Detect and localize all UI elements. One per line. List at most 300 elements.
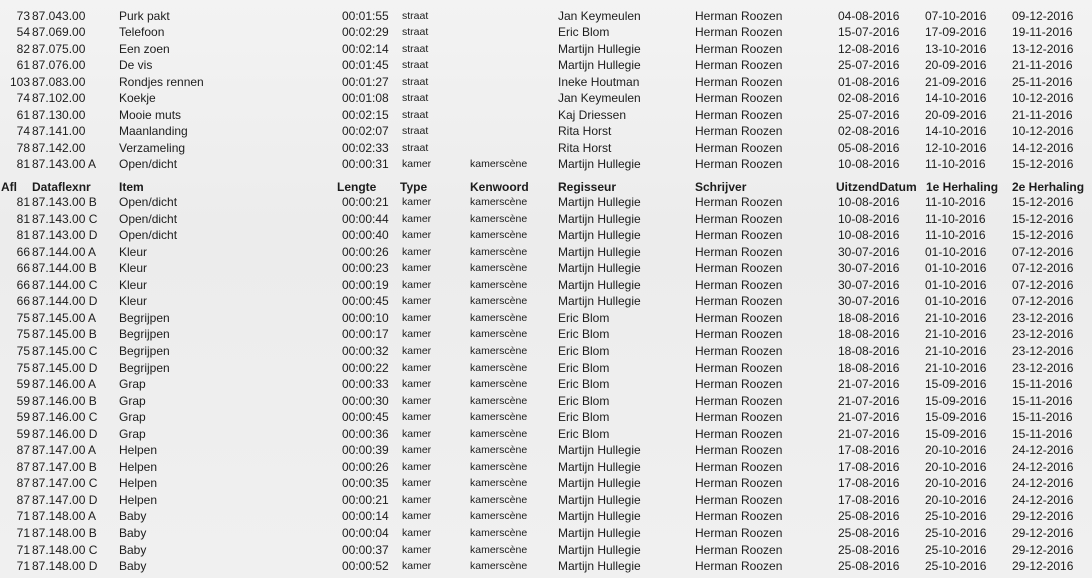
cell-lengte: 00:00:22 [342, 360, 389, 375]
cell-regisseur: Eric Blom [558, 360, 610, 375]
cell-afl: 74 [16, 124, 30, 138]
cell-uitzenddatum: 25-08-2016 [838, 526, 900, 540]
table-row [0, 194, 1092, 211]
cell-kenwoord: kamerscène [470, 212, 528, 225]
cell-type: kamer [402, 394, 432, 407]
cell-item: Kleur [119, 277, 148, 292]
cell-herhaling-2: 07-12-2016 [1012, 294, 1074, 309]
cell-herhaling-2: 24-12-2016 [1012, 476, 1074, 491]
cell-lengte: 00:01:45 [342, 58, 389, 72]
cell-regisseur: Martijn Hullegie [558, 261, 641, 276]
cell-herhaling-1: 20-10-2016 [925, 443, 987, 458]
table-row [0, 409, 1092, 426]
cell-regisseur: Eric Blom [558, 377, 610, 392]
cell-herhaling-2: 15-12-2016 [1012, 228, 1074, 243]
cell-lengte: 00:00:37 [342, 542, 389, 557]
cell-herhaling-1: 12-10-2016 [925, 140, 987, 155]
cell-herhaling-1: 11-10-2016 [925, 195, 986, 209]
table-row [0, 227, 1092, 244]
cell-item: Helpen [119, 492, 158, 507]
cell-uitzenddatum: 17-08-2016 [838, 476, 900, 491]
table-row [0, 24, 1092, 41]
cell-herhaling-2: 24-12-2016 [1012, 492, 1074, 507]
header-type: Type [400, 180, 428, 194]
cell-item: Begrijpen [119, 310, 170, 325]
cell-herhaling-1: 11-10-2016 [925, 211, 986, 226]
cell-type: kamer [402, 328, 432, 341]
cell-dataflexnr: 87.144.00 D [32, 294, 98, 309]
cell-lengte: 00:00:45 [342, 294, 389, 309]
cell-afl: 75 [16, 327, 30, 342]
table-row [0, 508, 1092, 525]
cell-type: kamer [402, 477, 432, 490]
cell-herhaling-2: 15-11-2016 [1012, 426, 1073, 441]
cell-schrijver: Herman Roozen [695, 244, 783, 259]
cell-item: Koekje [119, 91, 156, 105]
cell-schrijver: Herman Roozen [695, 107, 783, 122]
table-row [0, 74, 1092, 91]
cell-type: straat [402, 26, 429, 38]
cell-uitzenddatum: 21-07-2016 [838, 410, 900, 425]
cell-schrijver: Herman Roozen [695, 41, 783, 56]
cell-herhaling-2: 21-11-2016 [1012, 107, 1073, 122]
cell-herhaling-2: 07-12-2016 [1012, 261, 1074, 276]
header-item: Item [119, 180, 144, 194]
cell-item: Helpen [119, 443, 158, 458]
cell-lengte: 00:02:15 [342, 107, 389, 122]
cell-kenwoord: kamerscène [470, 196, 528, 208]
cell-uitzenddatum: 17-08-2016 [838, 459, 900, 474]
cell-schrijver: Herman Roozen [695, 509, 783, 524]
cell-herhaling-2: 23-12-2016 [1012, 360, 1074, 375]
cell-herhaling-1: 07-10-2016 [925, 8, 987, 23]
cell-afl: 78 [16, 140, 30, 155]
cell-type: straat [402, 9, 429, 22]
cell-kenwoord: kamerscène [470, 311, 528, 324]
cell-kenwoord: kamerscène [470, 427, 528, 440]
cell-dataflexnr: 87.143.00 C [32, 211, 98, 226]
cell-lengte: 00:00:52 [342, 559, 389, 574]
cell-regisseur: Martijn Hullegie [558, 277, 641, 292]
header-herhaling-2: 2e Herhaling [1012, 180, 1085, 194]
cell-schrijver: Herman Roozen [695, 476, 783, 491]
table-row [0, 8, 1092, 25]
cell-regisseur: Martijn Hullegie [558, 559, 641, 574]
cell-dataflexnr: 87.143.00 B [32, 195, 97, 209]
table-row [0, 525, 1092, 542]
header-lengte: Lengte [337, 180, 377, 194]
cell-dataflexnr: 87.043.00 [32, 8, 86, 23]
cell-type: straat [402, 125, 429, 137]
cell-uitzenddatum: 25-08-2016 [838, 509, 900, 524]
cell-kenwoord: kamerscène [470, 344, 528, 357]
cell-afl: 66 [16, 294, 30, 309]
cell-herhaling-1: 21-09-2016 [925, 74, 987, 89]
cell-kenwoord: kamerscène [470, 378, 528, 391]
cell-herhaling-1: 20-10-2016 [925, 476, 987, 491]
cell-uitzenddatum: 02-08-2016 [838, 124, 900, 138]
cell-item: Begrijpen [119, 327, 170, 342]
cell-herhaling-1: 15-09-2016 [925, 393, 987, 408]
cell-kenwoord: kamerscène [470, 278, 528, 291]
table-row [0, 244, 1092, 261]
cell-kenwoord: kamerscène [470, 493, 528, 506]
cell-kenwoord: kamerscène [470, 394, 528, 407]
cell-schrijver: Herman Roozen [695, 443, 783, 458]
cell-item: Purk pakt [119, 8, 170, 23]
cell-afl: 87 [16, 492, 30, 507]
cell-item: Rondjes rennen [119, 74, 204, 89]
cell-regisseur: Martijn Hullegie [558, 492, 641, 507]
cell-lengte: 00:01:27 [342, 74, 389, 89]
cell-uitzenddatum: 18-08-2016 [838, 310, 900, 325]
cell-dataflexnr: 87.083.00 [32, 74, 86, 89]
cell-item: Grap [119, 426, 146, 441]
cell-dataflexnr: 87.146.00 A [32, 377, 97, 392]
cell-herhaling-2: 07-12-2016 [1012, 277, 1074, 292]
cell-afl: 66 [16, 261, 30, 276]
cell-kenwoord: kamerscène [470, 543, 528, 556]
cell-item: Begrijpen [119, 343, 170, 358]
cell-herhaling-2: 29-12-2016 [1012, 542, 1074, 557]
cell-type: kamer [402, 411, 432, 424]
cell-type: kamer [402, 460, 432, 473]
cell-schrijver: Herman Roozen [695, 157, 783, 171]
cell-kenwoord: kamerscène [470, 245, 528, 258]
table-row [0, 376, 1092, 393]
cell-dataflexnr: 87.075.00 [32, 41, 86, 56]
table-row [0, 360, 1092, 377]
cell-regisseur: Ineke Houtman [558, 74, 640, 89]
cell-afl: 87 [16, 443, 30, 458]
cell-schrijver: Herman Roozen [695, 426, 783, 441]
cell-item: Grap [119, 393, 146, 408]
cell-schrijver: Herman Roozen [695, 360, 783, 375]
cell-afl: 71 [16, 542, 30, 557]
table-row [0, 140, 1092, 157]
cell-item: Mooie muts [119, 107, 182, 122]
cell-item: Telefoon [119, 25, 165, 39]
cell-lengte: 00:00:40 [342, 228, 389, 243]
cell-schrijver: Herman Roozen [695, 294, 783, 309]
cell-herhaling-1: 11-10-2016 [925, 228, 986, 243]
table-row [0, 492, 1092, 509]
cell-dataflexnr: 87.146.00 B [32, 393, 97, 408]
cell-type: straat [402, 75, 429, 88]
cell-afl: 66 [16, 277, 30, 292]
table-row [0, 156, 1092, 173]
cell-afl: 59 [16, 426, 30, 441]
table-row [0, 475, 1092, 492]
cell-regisseur: Martijn Hullegie [558, 244, 641, 259]
cell-uitzenddatum: 30-07-2016 [838, 244, 900, 259]
table-row [0, 293, 1092, 310]
cell-item: Open/dicht [119, 195, 178, 209]
table-row [0, 442, 1092, 459]
cell-herhaling-2: 15-12-2016 [1012, 195, 1074, 209]
cell-type: straat [402, 92, 429, 104]
table-row [0, 123, 1092, 140]
cell-lengte: 00:00:32 [342, 343, 389, 358]
cell-item: Baby [119, 559, 147, 574]
cell-lengte: 00:02:33 [342, 140, 389, 155]
cell-regisseur: Martijn Hullegie [558, 476, 641, 491]
cell-type: kamer [402, 212, 432, 225]
cell-schrijver: Herman Roozen [695, 542, 783, 557]
table-row [0, 310, 1092, 327]
header-kenwoord: Kenwoord [470, 180, 529, 194]
cell-item: Kleur [119, 244, 148, 259]
cell-lengte: 00:00:31 [342, 157, 389, 171]
cell-type: straat [402, 141, 429, 154]
cell-dataflexnr: 87.147.00 A [32, 443, 97, 458]
cell-herhaling-2: 09-12-2016 [1012, 8, 1074, 23]
cell-schrijver: Herman Roozen [695, 410, 783, 425]
cell-lengte: 00:02:14 [342, 41, 389, 56]
cell-regisseur: Martijn Hullegie [558, 526, 641, 540]
cell-lengte: 00:00:04 [342, 526, 389, 540]
cell-type: kamer [402, 295, 432, 308]
cell-dataflexnr: 87.076.00 [32, 58, 86, 72]
cell-afl: 66 [16, 244, 30, 259]
table-row [0, 260, 1092, 277]
cell-lengte: 00:00:26 [342, 459, 389, 474]
cell-dataflexnr: 87.141.00 [32, 124, 86, 138]
cell-herhaling-1: 25-10-2016 [925, 559, 987, 574]
cell-type: straat [402, 59, 429, 71]
cell-lengte: 00:02:07 [342, 124, 389, 138]
cell-kenwoord: kamerscène [470, 477, 528, 490]
cell-lengte: 00:00:21 [342, 492, 389, 507]
table-row [0, 558, 1092, 575]
cell-lengte: 00:00:10 [342, 310, 389, 325]
cell-afl: 87 [16, 459, 30, 474]
cell-afl: 87 [16, 476, 30, 491]
cell-kenwoord: kamerscène [470, 460, 528, 473]
cell-herhaling-2: 23-12-2016 [1012, 343, 1074, 358]
cell-afl: 82 [16, 41, 30, 56]
cell-uitzenddatum: 25-08-2016 [838, 559, 900, 574]
cell-afl: 81 [16, 157, 30, 171]
cell-uitzenddatum: 25-07-2016 [838, 107, 900, 122]
cell-item: Grap [119, 377, 146, 392]
cell-schrijver: Herman Roozen [695, 228, 783, 243]
cell-type: straat [402, 42, 429, 55]
cell-lengte: 00:00:33 [342, 377, 389, 392]
cell-herhaling-1: 15-09-2016 [925, 426, 987, 441]
cell-afl: 71 [16, 559, 30, 574]
cell-uitzenddatum: 17-08-2016 [838, 492, 900, 507]
cell-dataflexnr: 87.148.00 B [32, 526, 97, 540]
cell-schrijver: Herman Roozen [695, 526, 783, 540]
cell-afl: 59 [16, 393, 30, 408]
cell-lengte: 00:00:39 [342, 443, 389, 458]
cell-lengte: 00:00:14 [342, 509, 389, 524]
cell-type: kamer [402, 158, 432, 170]
cell-uitzenddatum: 10-08-2016 [838, 157, 900, 171]
cell-uitzenddatum: 10-08-2016 [838, 228, 900, 243]
cell-schrijver: Herman Roozen [695, 25, 783, 39]
cell-dataflexnr: 87.147.00 B [32, 459, 97, 474]
cell-herhaling-1: 01-10-2016 [925, 277, 987, 292]
header-uitzenddatum: UitzendDatum [836, 180, 917, 194]
cell-afl: 71 [16, 526, 30, 540]
cell-afl: 61 [16, 107, 30, 122]
cell-herhaling-1: 14-10-2016 [925, 124, 987, 138]
cell-type: kamer [402, 510, 432, 523]
cell-uitzenddatum: 18-08-2016 [838, 343, 900, 358]
cell-herhaling-1: 20-09-2016 [925, 107, 987, 122]
cell-herhaling-2: 24-12-2016 [1012, 443, 1074, 458]
cell-afl: 59 [16, 377, 30, 392]
cell-herhaling-1: 15-09-2016 [925, 377, 987, 392]
cell-type: kamer [402, 278, 432, 291]
cell-kenwoord: kamerscène [470, 229, 528, 242]
cell-item: Grap [119, 410, 146, 425]
cell-type: kamer [402, 378, 432, 391]
cell-regisseur: Jan Keymeulen [558, 8, 641, 23]
table-row [0, 542, 1092, 559]
cell-herhaling-2: 14-12-2016 [1012, 140, 1074, 155]
cell-afl: 81 [16, 228, 30, 243]
cell-item: Open/dicht [119, 211, 178, 226]
cell-herhaling-1: 01-10-2016 [925, 294, 987, 309]
cell-regisseur: Jan Keymeulen [558, 91, 641, 105]
cell-schrijver: Herman Roozen [695, 310, 783, 325]
cell-schrijver: Herman Roozen [695, 8, 783, 23]
cell-herhaling-2: 10-12-2016 [1012, 91, 1074, 105]
cell-herhaling-1: 11-10-2016 [925, 157, 986, 171]
cell-dataflexnr: 87.143.00 A [32, 157, 97, 171]
cell-item: Kleur [119, 261, 148, 276]
cell-herhaling-1: 20-10-2016 [925, 492, 987, 507]
cell-regisseur: Eric Blom [558, 410, 610, 425]
cell-type: kamer [402, 245, 432, 258]
cell-schrijver: Herman Roozen [695, 195, 783, 209]
cell-regisseur: Martijn Hullegie [558, 41, 641, 56]
cell-regisseur: Rita Horst [558, 124, 612, 138]
cell-uitzenddatum: 25-07-2016 [838, 58, 900, 72]
cell-item: Kleur [119, 294, 148, 309]
cell-dataflexnr: 87.142.00 [32, 140, 86, 155]
cell-lengte: 00:01:55 [342, 8, 389, 23]
cell-afl: 81 [16, 195, 30, 209]
cell-herhaling-1: 21-10-2016 [925, 310, 987, 325]
cell-dataflexnr: 87.147.00 C [32, 476, 98, 491]
cell-afl: 75 [16, 310, 30, 325]
cell-regisseur: Martijn Hullegie [558, 509, 641, 524]
cell-type: kamer [402, 560, 432, 573]
cell-type: kamer [402, 196, 432, 208]
cell-item: Baby [119, 542, 147, 557]
table-row [0, 107, 1092, 124]
cell-item: Een zoen [119, 41, 170, 56]
cell-uitzenddatum: 10-08-2016 [838, 195, 900, 209]
cell-herhaling-1: 25-10-2016 [925, 542, 987, 557]
cell-type: kamer [402, 527, 432, 539]
cell-item: Open/dicht [119, 157, 178, 171]
cell-dataflexnr: 87.145.00 D [32, 360, 98, 375]
cell-herhaling-2: 15-12-2016 [1012, 157, 1074, 171]
table-row [0, 90, 1092, 107]
header-schrijver: Schrijver [695, 180, 747, 194]
table-row [0, 41, 1092, 58]
cell-kenwoord: kamerscène [470, 262, 528, 275]
table-row [0, 459, 1092, 476]
cell-uitzenddatum: 25-08-2016 [838, 542, 900, 557]
cell-regisseur: Eric Blom [558, 310, 610, 325]
cell-kenwoord: kamerscène [470, 361, 528, 374]
cell-schrijver: Herman Roozen [695, 343, 783, 358]
cell-lengte: 00:02:29 [342, 25, 389, 39]
cell-herhaling-1: 01-10-2016 [925, 244, 987, 259]
cell-lengte: 00:00:26 [342, 244, 389, 259]
cell-item: Baby [119, 509, 147, 524]
cell-item: Baby [119, 526, 147, 540]
cell-item: Verzameling [119, 140, 186, 155]
cell-lengte: 00:00:30 [342, 393, 389, 408]
cell-kenwoord: kamerscène [470, 527, 528, 539]
cell-schrijver: Herman Roozen [695, 124, 783, 138]
cell-afl: 54 [16, 25, 30, 39]
cell-regisseur: Martijn Hullegie [558, 58, 641, 72]
cell-afl: 73 [16, 8, 30, 23]
cell-herhaling-1: 25-10-2016 [925, 509, 987, 524]
cell-afl: 74 [16, 91, 30, 105]
cell-lengte: 00:00:44 [342, 211, 389, 226]
cell-item: Maanlanding [119, 124, 188, 138]
cell-regisseur: Eric Blom [558, 25, 610, 39]
cell-afl: 103 [9, 74, 30, 89]
header-herhaling-1: 1e Herhaling [926, 180, 999, 194]
cell-uitzenddatum: 17-08-2016 [838, 443, 900, 458]
cell-lengte: 00:00:21 [342, 195, 389, 209]
cell-uitzenddatum: 12-08-2016 [838, 41, 900, 56]
cell-regisseur: Martijn Hullegie [558, 459, 641, 474]
cell-schrijver: Herman Roozen [695, 74, 783, 89]
cell-regisseur: Martijn Hullegie [558, 157, 641, 171]
cell-uitzenddatum: 21-07-2016 [838, 377, 900, 392]
cell-regisseur: Eric Blom [558, 426, 610, 441]
cell-uitzenddatum: 30-07-2016 [838, 277, 900, 292]
cell-herhaling-1: 21-10-2016 [925, 360, 987, 375]
cell-regisseur: Eric Blom [558, 393, 610, 408]
cell-herhaling-2: 29-12-2016 [1012, 559, 1074, 574]
cell-regisseur: Martijn Hullegie [558, 195, 641, 209]
cell-herhaling-1: 14-10-2016 [925, 91, 987, 105]
cell-herhaling-2: 15-11-2016 [1012, 410, 1073, 425]
cell-schrijver: Herman Roozen [695, 377, 783, 392]
cell-herhaling-1: 20-10-2016 [925, 459, 987, 474]
cell-dataflexnr: 87.145.00 C [32, 343, 98, 358]
cell-regisseur: Eric Blom [558, 343, 610, 358]
cell-schrijver: Herman Roozen [695, 559, 783, 574]
cell-dataflexnr: 87.144.00 B [32, 261, 97, 276]
table-row [0, 211, 1092, 228]
cell-afl: 75 [16, 360, 30, 375]
cell-type: straat [402, 108, 429, 121]
cell-dataflexnr: 87.102.00 [32, 91, 86, 105]
cell-uitzenddatum: 01-08-2016 [838, 74, 900, 89]
cell-dataflexnr: 87.146.00 D [32, 426, 98, 441]
cell-herhaling-2: 13-12-2016 [1012, 41, 1074, 56]
cell-uitzenddatum: 21-07-2016 [838, 426, 900, 441]
cell-schrijver: Herman Roozen [695, 277, 783, 292]
cell-uitzenddatum: 18-08-2016 [838, 360, 900, 375]
cell-dataflexnr: 87.144.00 C [32, 277, 98, 292]
cell-uitzenddatum: 30-07-2016 [838, 261, 900, 276]
cell-item: Helpen [119, 459, 158, 474]
